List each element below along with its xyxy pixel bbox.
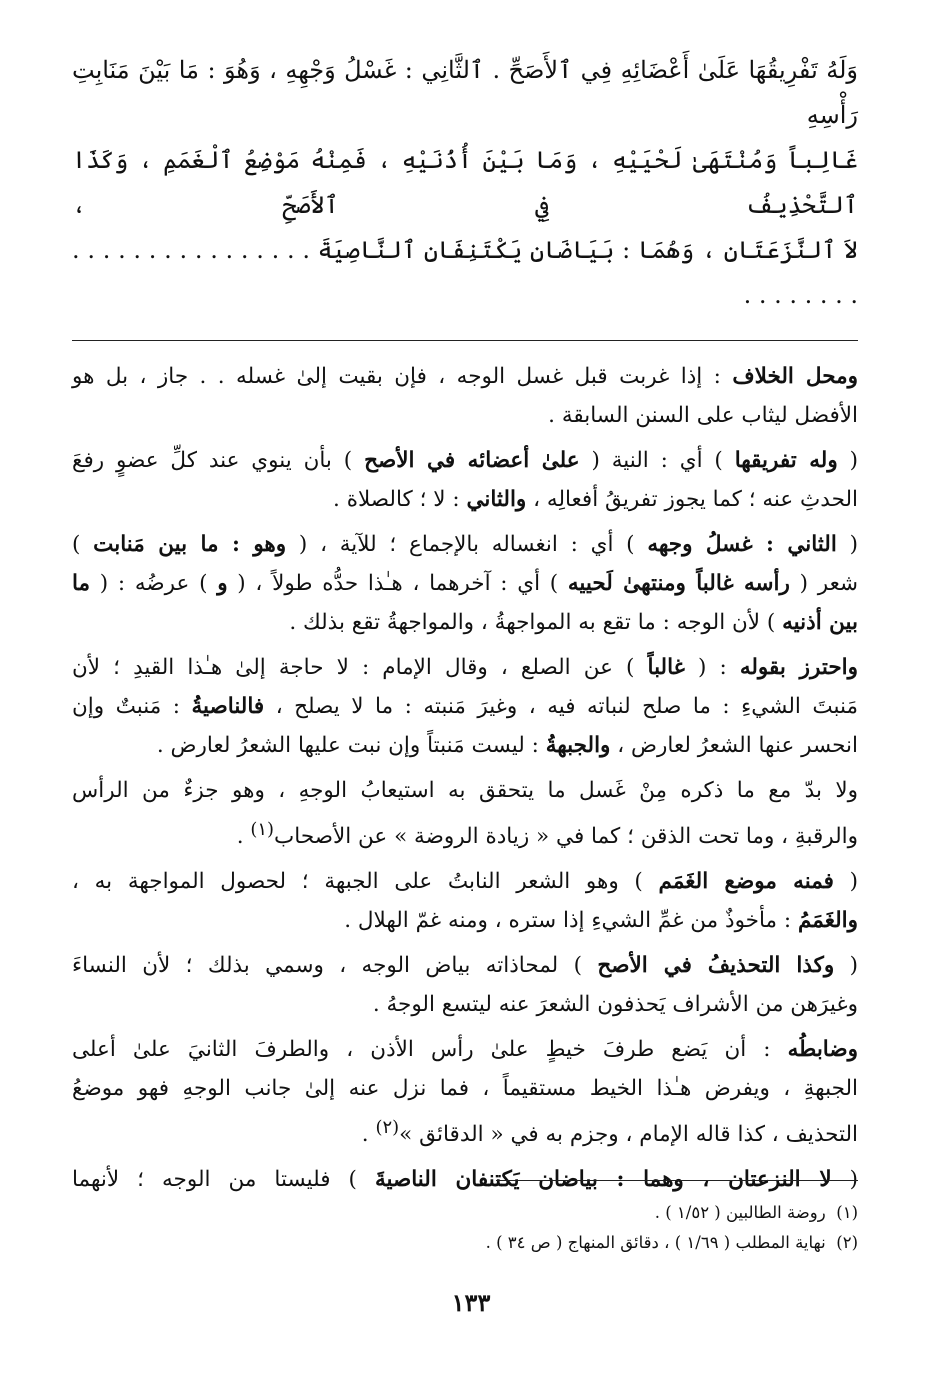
bold-term: فمنه موضع الغَمَم — [658, 869, 834, 895]
text-run: الأفضل ليثاب على السنن السابقة . — [548, 403, 858, 428]
commentary-line — [72, 726, 858, 765]
commentary-paragraph — [72, 648, 858, 765]
text-run: ) أي : آخرهما ، هـٰذا حدُّه طولاً ، ( — [227, 571, 568, 596]
text-run: : ( — [684, 655, 740, 680]
text-run: والرقبةِ ، وما تحت الذقن ؛ كما في « زيادة الروضة » عن الأصحاب — [274, 824, 858, 850]
bold-term: والثاني — [466, 487, 527, 512]
commentary-paragraph — [72, 946, 858, 1024]
matn-text — [72, 48, 858, 318]
text-run: مَنبتَ الشيءِ : ما صلح لنباته فيه ، وغيرَ مَنبته : ما لا يصلح ، — [264, 694, 859, 719]
bold-term: لا النزعتان ، وهما : بياضان يَكتنفان الناصيةَ — [374, 1167, 832, 1193]
commentary-line — [72, 396, 858, 435]
commentary-text — [72, 357, 858, 1199]
text-run: ( — [833, 869, 858, 895]
bold-term: علىٰ أعضائه في الأصح — [364, 448, 580, 473]
commentary-paragraph — [72, 771, 858, 856]
footnote-ref: (٢) — [375, 1117, 400, 1139]
commentary-paragraph — [72, 862, 858, 940]
text-run: : أن يَضع طرفَ خيطٍ علىٰ رأس الأذن ، والطرفَ الثانيَ علىٰ أعلى — [72, 1037, 788, 1063]
commentary-line — [72, 648, 858, 687]
bold-term: والغَمَمُ — [797, 908, 858, 934]
page-number: ١٣٣ — [451, 1288, 491, 1317]
text-run: ) عن الصلع ، وقال الإمام : لا حاجة إلىٰ هـٰذا القيدِ ؛ لأن — [72, 655, 648, 680]
commentary-line — [72, 985, 858, 1024]
text-run: ) — [72, 532, 94, 557]
text-run: ( — [831, 1167, 859, 1193]
bold-term: والجبهةُ — [545, 733, 611, 758]
commentary-paragraph — [72, 441, 858, 519]
text-run: ) فليستا من الوجه ؛ لأنهما — [72, 1167, 375, 1193]
footnote-text: نهاية المطلب ( ١/٦٩ ) ، دقائق المنهاج ( ص ٣٤ ) . — [485, 1233, 837, 1252]
footnote-number: (١) — [836, 1203, 858, 1222]
commentary-line — [72, 525, 858, 564]
bold-term: فالناصيةُ — [191, 694, 265, 719]
page-body — [72, 48, 858, 1205]
text-run: الجبهةِ ، ويفرض هـٰذا الخيط مستقيماً ، فما نزل عنه إلىٰ جانب الوجهِ فهو موضعُ — [72, 1076, 858, 1102]
commentary-line — [72, 357, 858, 396]
matn-line: غَالِباً وَمُنْتَهَىٰ لَحْيَيْهِ ، وَمَا بَيْنَ أُذُنَيْهِ ، فَمِنْهُ مَوْضِعُ ٱلْغَمَمِ ، وَكَذَا ٱلتَّحْذِيفُ فِي ٱلأَصَحِّ ، — [72, 146, 858, 219]
matn-separator — [72, 340, 858, 341]
text-run: ) أي : النية ( — [579, 448, 735, 473]
footnote — [358, 1198, 858, 1228]
text-run: وغيرَهن من الأشراف يَحذفون الشعرَ عنه ليتسع الوجهُ . — [372, 992, 858, 1018]
text-run: الحدثِ عنه ؛ كما يجوز تفريقُ أفعالِه ، — [526, 487, 858, 512]
commentary-line — [72, 687, 858, 726]
bold-term: وضابطُه — [787, 1037, 858, 1063]
footnote-separator — [496, 1180, 858, 1181]
text-run: : ليست مَنبتاً وإن نبت عليها الشعرُ لعارض . — [156, 733, 546, 758]
matn-line: لاَ ٱلنَّزَعَتَانِ ، وَهُمَا : بَيَاضَانِ يَكْتَنِفَانِ ٱلنَّاصِيَةَ . . . . . . . . . . . . . . . . . . . . . . . . — [72, 236, 858, 309]
bold-term: وله تفريقها — [734, 448, 838, 473]
bold-term: و — [217, 571, 228, 596]
commentary-line — [72, 946, 858, 985]
footnote — [358, 1228, 858, 1258]
commentary-paragraph — [72, 357, 858, 435]
commentary-line — [72, 862, 858, 901]
commentary-line — [72, 1030, 858, 1069]
commentary-paragraph — [72, 525, 858, 642]
bold-term: وهو : ما بين مَنابت — [93, 532, 287, 557]
text-run: ( — [836, 532, 858, 557]
text-run: ) وهو الشعر النابتُ على الجبهة ؛ لحصول المواجهة به ، — [72, 869, 659, 895]
text-run: : مأخوذٌ من غمِّ الشيءِ إذا ستره ، ومنه غمّ الهلال . — [344, 908, 798, 934]
commentary-paragraph — [72, 1030, 858, 1154]
commentary-line — [72, 810, 858, 856]
text-run: ( — [834, 953, 858, 979]
text-run: . — [236, 824, 251, 850]
text-run: . — [361, 1122, 376, 1148]
bold-term: ما — [72, 571, 91, 596]
commentary-line — [72, 441, 858, 480]
commentary-line — [72, 1069, 858, 1108]
footnotes — [358, 1198, 858, 1258]
bold-term: غالباً — [647, 655, 685, 680]
bold-term: وكذا التحذيفُ في الأصح — [597, 953, 835, 979]
text-run: : لا ؛ كالصلاة . — [333, 487, 467, 512]
text-run: ( — [837, 448, 858, 473]
commentary-line — [72, 1108, 858, 1154]
footnote-number: (٢) — [836, 1233, 858, 1252]
text-run: ) لمحاذاته بياض الوجه ، وسمي بذلك ؛ لأن النساءَ — [72, 953, 598, 979]
bold-term: الثاني : غسلُ وجهه — [647, 532, 837, 557]
bold-term: واحترز بقوله — [739, 655, 858, 680]
text-run: ) عرضُه : ( — [90, 571, 218, 596]
text-run: انحسر عنها الشعرُ لعارض ، — [610, 733, 858, 758]
text-run: التحذيف ، كذا قاله الإمام ، وجزم به في « الدقائق » — [399, 1122, 858, 1148]
text-run: شعر ( — [789, 571, 859, 596]
footnote-text: روضة الطالبين ( ١/٥٢ ) . — [654, 1203, 837, 1222]
commentary-line — [72, 480, 858, 519]
bold-term: بين أذنيه — [782, 610, 858, 635]
text-run: ) بأن ينوي عند كلِّ عضوٍ رفعَ — [72, 448, 365, 473]
commentary-line — [72, 771, 858, 810]
text-run: ) أي : انغساله بالإجماع ؛ للآية ، ( — [286, 532, 648, 557]
bold-term: رأسه غالباً ومنتهىٰ لَحييه — [567, 571, 790, 596]
matn-line: وَلَهُ تَفْرِيقُهَا عَلَىٰ أَعْضَائِهِ فِي ٱلأَصَحِّ . ٱلثَّانِي : غَسْلُ وَجْهِهِ ، وَهُوَ : مَا بَيْنَ مَنَابِتِ رَأْسِهِ — [72, 56, 858, 129]
bold-term: ومحل الخلاف — [732, 364, 858, 389]
footnote-ref: (١) — [250, 819, 275, 840]
commentary-line — [72, 603, 858, 642]
commentary-line — [72, 564, 858, 603]
text-run: : مَنبتٌ وإن — [72, 694, 192, 719]
text-run: ) لأن الوجه : ما تقع به المواجهةُ ، والمواجهةُ تقع بذلك . — [289, 610, 783, 635]
text-run: ولا بدّ مع ما ذكره مِنْ غَسل ما يتحقق به استيعابُ الوجهِ ، وهو جزءٌ من الرأس — [72, 778, 858, 803]
text-run: : إذا غربت قبل غسل الوجه ، فإن بقيت إلىٰ غسله . . جاز ، بل هو — [72, 364, 733, 389]
commentary-line — [72, 901, 858, 940]
